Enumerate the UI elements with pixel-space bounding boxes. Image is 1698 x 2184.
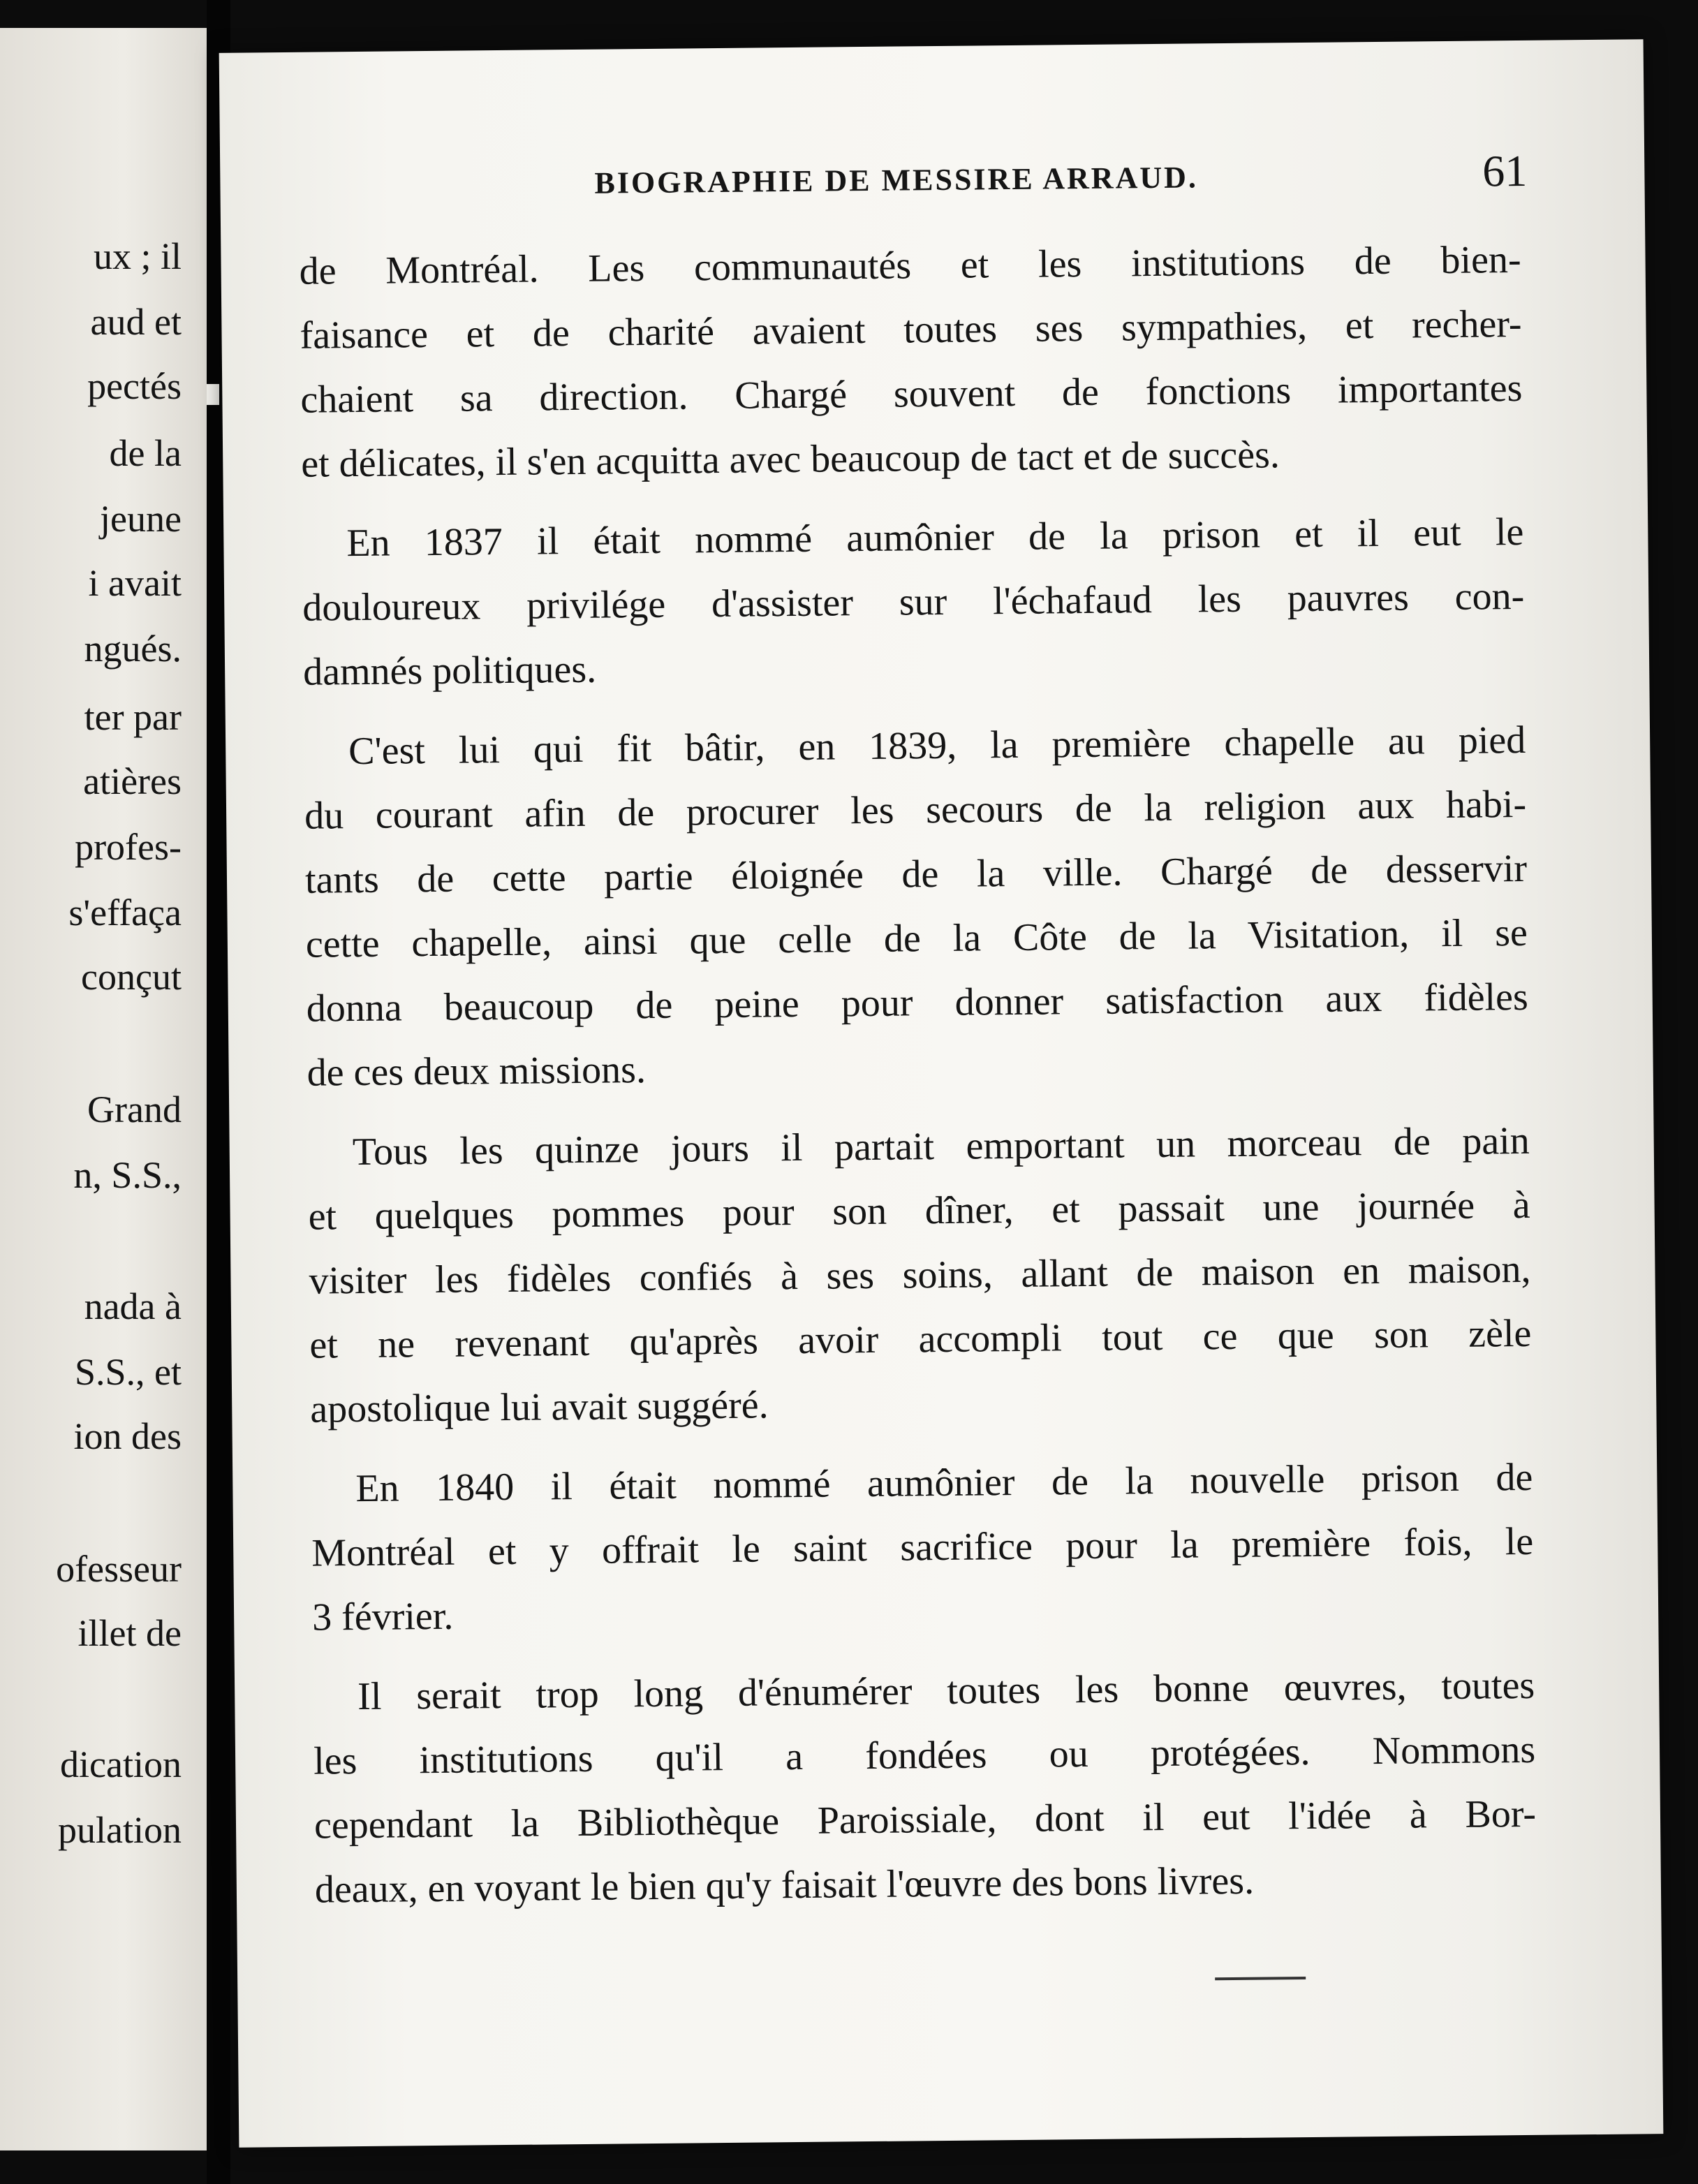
text-line: En 1840 il était nommé aumônier de la nouvelle prison de bbox=[355, 1455, 1533, 1511]
end-rule bbox=[1215, 1977, 1306, 1980]
text-line: Tous les quinze jours il partait emportant un morceau de pain bbox=[352, 1119, 1530, 1174]
left-page-line: ion des bbox=[73, 1415, 182, 1457]
page-number: 61 bbox=[1482, 145, 1528, 196]
text-line: et délicates, il s'en acquitta avec beaucoup de tact et de succès. bbox=[301, 433, 1280, 486]
text-line: de Montréal. Les communautés et les institutions de bien- bbox=[299, 237, 1521, 293]
margin-mark bbox=[207, 384, 219, 405]
paragraph bbox=[299, 228, 1523, 496]
paragraph bbox=[313, 1653, 1537, 1922]
text-line: de ces deux missions. bbox=[307, 1048, 647, 1095]
left-page-line: conçut bbox=[81, 956, 182, 998]
left-page-line: profes- bbox=[75, 826, 182, 868]
text-line: tants de cette partie éloignée de la ville. Chargé de desservir bbox=[304, 846, 1528, 902]
left-page-line: i avait bbox=[88, 562, 182, 604]
left-page-line: jeune bbox=[100, 498, 182, 540]
paragraph bbox=[302, 500, 1526, 704]
text-line: 3 février. bbox=[311, 1594, 454, 1639]
text-line: donna beaucoup de peine pour donner satisfaction aux fidèles bbox=[306, 975, 1529, 1031]
left-page-line: atières bbox=[83, 760, 182, 802]
left-page-line: aud et bbox=[90, 301, 182, 343]
text-line: douloureux privilége d'assister sur l'échafaud les pauvres con- bbox=[302, 574, 1525, 630]
paragraph bbox=[307, 1109, 1532, 1442]
left-page-line: n, S.S., bbox=[73, 1154, 182, 1196]
left-page-line: dication bbox=[60, 1743, 182, 1785]
left-page-line: ofesseur bbox=[56, 1548, 182, 1590]
paragraph bbox=[304, 708, 1529, 1105]
text-line: C'est lui qui fit bâtir, en 1839, la première chapelle au pied bbox=[348, 718, 1526, 774]
page-body bbox=[299, 228, 1537, 1938]
text-line: cette chapelle, ainsi que celle de la Côte de la Visitation, il se bbox=[305, 910, 1528, 966]
text-line: et ne revenant qu'après avoir accompli tout ce que son zèle bbox=[309, 1311, 1532, 1367]
text-line: et quelques pommes pour son dîner, et passait une journée à bbox=[308, 1183, 1530, 1239]
left-page-line: ux ; il bbox=[93, 235, 182, 277]
left-page-line: illet de bbox=[77, 1612, 182, 1654]
text-line: Il serait trop long d'énumérer toutes les bonne œuvres, toutes bbox=[357, 1663, 1535, 1719]
right-page bbox=[219, 39, 1664, 2147]
text-line: chaient sa direction. Chargé souvent de fonctions importantes bbox=[300, 366, 1523, 422]
left-page-line: pectés bbox=[87, 365, 182, 407]
text-line: visiter les fidèles confiés à ses soins, allant de maison en maison, bbox=[309, 1247, 1531, 1303]
left-page-line: S.S., et bbox=[74, 1351, 182, 1393]
left-page-line: pulation bbox=[58, 1809, 182, 1851]
left-page-line: ter par bbox=[84, 696, 182, 738]
left-page-line: Grand bbox=[87, 1089, 182, 1130]
text-line: En 1837 il était nommé aumônier de la prison et il eut le bbox=[346, 510, 1524, 566]
text-line: les institutions qu'il a fondées ou protégées. Nommons bbox=[313, 1727, 1536, 1783]
left-page-line: de la bbox=[109, 432, 182, 474]
text-line: damnés politiques. bbox=[302, 647, 597, 694]
left-page-line: nada à bbox=[84, 1285, 182, 1327]
left-page-line: ngués. bbox=[84, 628, 182, 670]
left-page-fragment bbox=[0, 28, 207, 2150]
text-line: deaux, en voyant le bien qu'y faisait l'œuvre des bons livres. bbox=[314, 1859, 1255, 1912]
text-line: du courant afin de procurer les secours de la religion aux habi- bbox=[304, 782, 1527, 838]
text-line: apostolique lui avait suggéré. bbox=[310, 1383, 769, 1431]
left-page-line: s'effaça bbox=[68, 892, 182, 934]
text-line: cependant la Bibliothèque Paroissiale, dont il eut l'idée à Bor- bbox=[313, 1792, 1537, 1847]
text-line: Montréal et y offrait le saint sacrifice pour la première fois, le bbox=[311, 1519, 1534, 1575]
text-line: faisance et de charité avaient toutes ses sympathies, et recher- bbox=[300, 302, 1522, 357]
running-head: BIOGRAPHIE DE MESSIRE ARRAUD. bbox=[594, 160, 1199, 200]
paragraph bbox=[311, 1445, 1535, 1650]
